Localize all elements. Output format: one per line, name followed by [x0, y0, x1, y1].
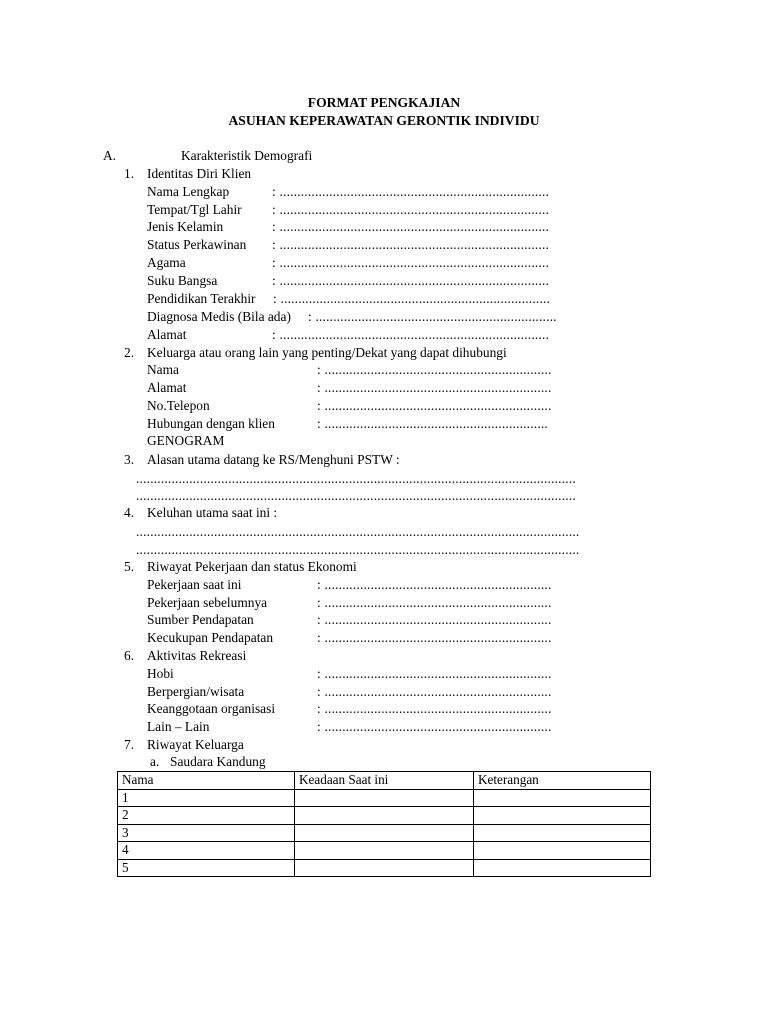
item4-title: Keluhan utama saat ini :	[147, 505, 278, 520]
field-dots: : ................................................................	[317, 612, 552, 627]
item3-title: Alasan utama datang ke RS/Menghuni PSTW :	[147, 452, 400, 467]
field-label: Nama	[147, 362, 179, 377]
field-dots: : ................................................................	[317, 577, 552, 592]
item6-title: Aktivitas Rekreasi	[147, 648, 247, 663]
answer-dots-line: .............................................................................................................................	[136, 542, 580, 557]
field-dots: : ................................................................	[317, 398, 552, 413]
table-header-cell: Nama	[118, 772, 295, 790]
item7-num: 7.	[124, 737, 135, 752]
field-label: Keanggotaan organisasi	[147, 701, 276, 716]
field-label: Sumber Pendapatan	[147, 612, 254, 627]
table-cell	[295, 789, 474, 807]
saudara-kandung-table	[117, 771, 651, 877]
field-dots: : ................................................................	[317, 684, 552, 699]
field-label: Berpergian/wisata	[147, 684, 245, 699]
table-cell	[474, 789, 651, 807]
field-label: Pendidikan Terakhir	[147, 291, 256, 306]
field-label: Jenis Kelamin	[147, 219, 224, 234]
item6-num: 6.	[124, 648, 135, 663]
sub-item-letter: a.	[150, 754, 160, 769]
table-cell	[295, 807, 474, 825]
field-dots: : ............................................................................	[272, 237, 550, 252]
answer-dots-line: .............................................................................................................................	[136, 524, 580, 539]
field-dots: : ................................................................	[317, 362, 552, 377]
field-label: Status Perkawinan	[147, 237, 247, 252]
field-label: Diagnosa Medis (Bila ada)	[147, 309, 291, 324]
item5-title: Riwayat Pekerjaan dan status Ekonomi	[147, 559, 357, 574]
table-cell	[474, 842, 651, 860]
table-cell: 5	[118, 859, 295, 877]
item1-title: Identitas Diri Klien	[147, 166, 252, 181]
item7-title: Riwayat Keluarga	[147, 737, 244, 752]
field-label: Kecukupan Pendapatan	[147, 630, 274, 645]
table-row	[118, 824, 651, 842]
field-label: Suku Bangsa	[147, 273, 218, 288]
table-cell	[295, 859, 474, 877]
table-header-cell: Keadaan Saat ini	[295, 772, 474, 790]
doc-title-line1: FORMAT PENGKAJIAN	[307, 95, 461, 110]
field-label: Agama	[147, 255, 186, 270]
section-a-letter: A.	[103, 148, 117, 163]
section-a-title: Karakteristik Demografi	[181, 148, 313, 163]
table-row	[118, 842, 651, 860]
field-dots: : ............................................................................	[272, 255, 550, 270]
table-cell	[474, 807, 651, 825]
table-row	[118, 789, 651, 807]
field-dots: : ................................................................	[317, 719, 552, 734]
field-dots: : ............................................................................	[272, 219, 550, 234]
field-label: Alamat	[147, 380, 187, 395]
table-cell	[474, 824, 651, 842]
field-label: Nama Lengkap	[147, 184, 230, 199]
field-label: No.Telepon	[147, 398, 210, 413]
field-dots: : ............................................................................	[272, 202, 550, 217]
field-dots: : ....................................................................	[308, 309, 557, 324]
table-row	[118, 859, 651, 877]
table-cell: 1	[118, 789, 295, 807]
field-dots: : ...............................................................	[317, 416, 548, 431]
field-dots: : ............................................................................	[273, 291, 551, 306]
answer-dots-line: ............................................................................................................................	[136, 488, 576, 503]
table-row	[118, 807, 651, 825]
item3-num: 3.	[124, 452, 135, 467]
field-label: Pekerjaan saat ini	[147, 577, 242, 592]
table-cell: 3	[118, 824, 295, 842]
table-cell	[474, 859, 651, 877]
field-label: Hubungan dengan klien	[147, 416, 275, 431]
field-label: Tempat/Tgl Lahir	[147, 202, 242, 217]
item5-num: 5.	[124, 559, 135, 574]
table-cell	[295, 842, 474, 860]
item2-title: Keluarga atau orang lain yang penting/Dekat yang dapat dihubungi	[147, 345, 507, 360]
field-label: Pekerjaan sebelumnya	[147, 595, 268, 610]
table-cell	[295, 824, 474, 842]
field-dots: : ................................................................	[317, 701, 552, 716]
field-dots: : ................................................................	[317, 595, 552, 610]
field-dots: : ............................................................................	[272, 273, 550, 288]
field-dots: : ............................................................................	[272, 327, 550, 342]
field-dots: : ............................................................................	[272, 184, 550, 199]
table-header-row	[118, 772, 651, 790]
doc-title-line2: ASUHAN KEPERAWATAN GERONTIK INDIVIDU	[228, 113, 540, 128]
table-cell: 2	[118, 807, 295, 825]
field-dots: : ................................................................	[317, 666, 552, 681]
field-dots: : ................................................................	[317, 380, 552, 395]
field-label: Lain – Lain	[147, 719, 210, 734]
item1-num: 1.	[124, 166, 135, 181]
genogram-label: GENOGRAM	[147, 433, 225, 448]
item4-num: 4.	[124, 505, 135, 520]
table-header-cell: Keterangan	[474, 772, 651, 790]
table-cell: 4	[118, 842, 295, 860]
item2-num: 2.	[124, 345, 135, 360]
answer-dots-line: ............................................................................................................................	[136, 471, 576, 486]
field-label: Alamat	[147, 327, 187, 342]
sub-item-title: Saudara Kandung	[170, 754, 266, 769]
field-label: Hobi	[147, 666, 174, 681]
field-dots: : ................................................................	[317, 630, 552, 645]
